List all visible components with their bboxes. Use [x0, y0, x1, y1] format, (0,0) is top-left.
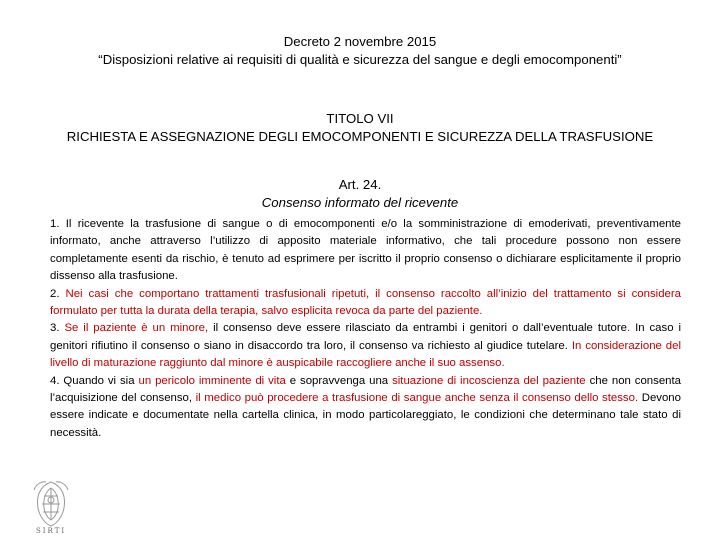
paragraph-4 [50, 373, 681, 443]
paragraph-3-highlight-2: . [626, 322, 631, 335]
paragraph-1-text: 1. Il ricevente la trasfusione di sangue o di emocomponenti e/o la somministrazione di emoderivati, preventivamente informato, anche attraverso l’utilizzo di apposito materiale informativo, che tali procedure possono non essere completamente esenti da rischio, è tenuto ad esprimere per iscritto il proprio consenso o dichiarare esplicitamente il proprio dissenso alla trasfusione. [50, 218, 681, 283]
paragraph-3-highlight-3: In considerazione del livello di maturazione raggiunto dal minore è auspicabile raccogliere anche il suo assenso. [50, 339, 681, 370]
paragraph-4-highlight-2: situazione di incoscienza del paziente [392, 374, 586, 387]
paragraph-3 [50, 320, 681, 372]
document-header [0, 33, 720, 69]
decree-subtitle: “Disposizioni relative ai requisiti di qualità e sicurezza del sangue e degli emocomponenti” [98, 52, 622, 67]
logo-caption: SIRTI [36, 527, 67, 535]
paragraph-3-text-1: il consenso deve essere rilasciato da entrambi i genitori o dall’eventuale tutore [213, 322, 627, 335]
article-subtitle: Consenso informato del ricevente [261, 195, 459, 210]
paragraph-2-number: 2. [50, 287, 60, 300]
article-number: Art. 24. [338, 177, 382, 192]
paragraph-2 [50, 286, 681, 321]
titolo-number: TITOLO VII [326, 111, 394, 126]
titolo-block [0, 110, 720, 146]
decree-title: Decreto 2 novembre 2015 [283, 34, 437, 49]
article-heading [0, 176, 720, 212]
paragraph-4-text-1: 4. Quando vi sia [50, 374, 135, 387]
paragraph-4-highlight-3: il medico può procedere a trasfusione di sangue anche senza il consenso dello stesso. [195, 392, 639, 405]
article-body [50, 216, 681, 442]
paragraph-1 [50, 216, 681, 286]
paragraph-3-text-2: In caso i genitori rifiutino il consenso o siano in disaccordo tra loro, il consenso va richiesto al giudice tutelare. [50, 322, 682, 352]
paragraph-4-text-3: che non consenta l’acquisizione del consenso, [50, 374, 681, 405]
paragraph-4-text-2: e sopravvenga una [289, 374, 389, 387]
paragraph-3-highlight-1: Se il paziente è un minore, [64, 322, 209, 335]
paragraph-4-highlight-1: un pericolo imminente di vita [138, 374, 286, 387]
paragraph-3-number: 3. [50, 322, 60, 335]
titolo-heading: RICHIESTA E ASSEGNAZIONE DEGLI EMOCOMPONENTI E SICUREZZA DELLA TRASFUSIONE [66, 129, 654, 144]
paragraph-2-highlight: Nei casi che comportano trattamenti trasfusionali ripetuti, il consenso raccolto all’inizio del trattamento si considera formulato per tutta la durata della terapia, salvo esplicita revoca da parte del paziente. [50, 287, 681, 318]
paragraph-4-text-4: Devono essere indicate e documentate nella cartella clinica, in modo particolareggiato, le condizioni che determinano tale stato di necessità. [50, 392, 681, 439]
